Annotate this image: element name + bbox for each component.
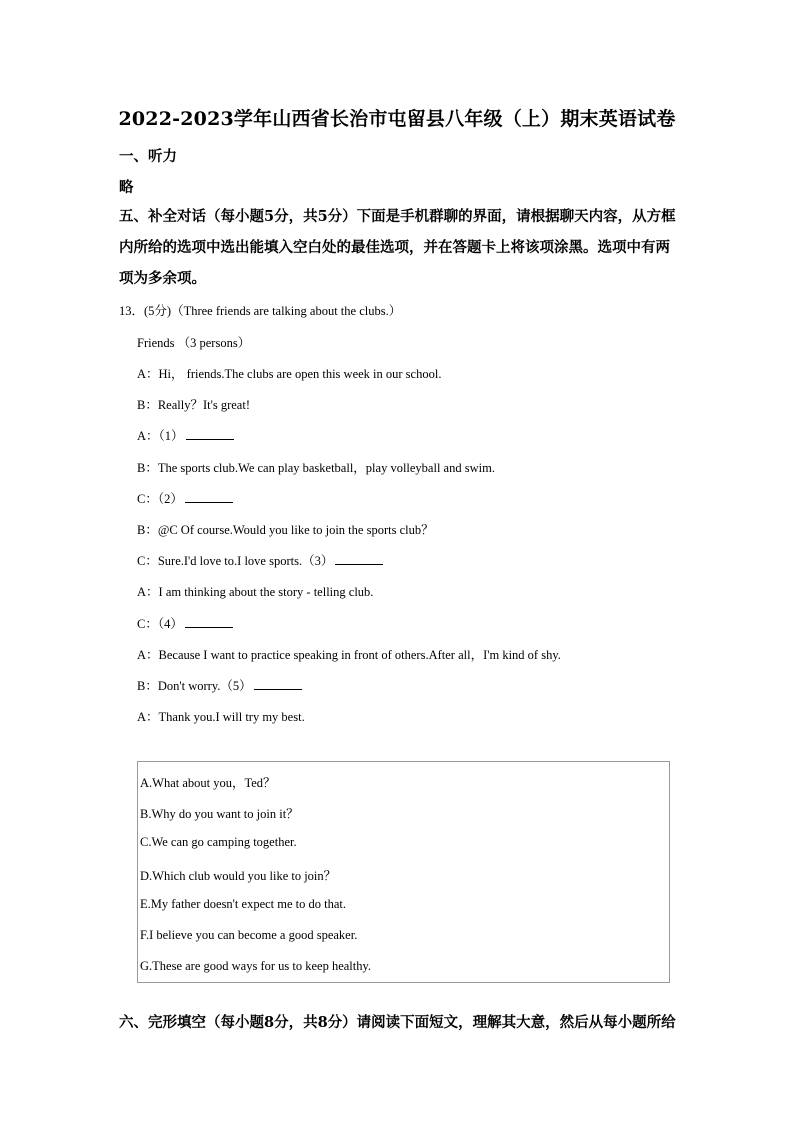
dialogue-text: A：Because I want to practice speaking in front of others.After all，I'm kind of shy. bbox=[137, 647, 561, 662]
dialogue-line bbox=[137, 676, 302, 694]
option-item: E.My father doesn't expect me to do that. bbox=[140, 897, 347, 911]
dialogue-line bbox=[137, 645, 561, 663]
dialogue-text: B：Don't worry.（5） bbox=[137, 679, 252, 693]
dialogue-line bbox=[137, 582, 373, 600]
dialogue-line bbox=[137, 395, 250, 413]
dialogue-text: C：（2） bbox=[137, 491, 183, 506]
dialogue-text: A：I am thinking about the story - telling club. bbox=[137, 585, 374, 600]
dialogue-text: B：@C Of course.Would you like to join the sports club？ bbox=[137, 523, 434, 537]
answer-blank[interactable] bbox=[254, 678, 302, 690]
option-item: G.These are good ways for us to keep healthy. bbox=[140, 959, 372, 973]
dialogue-text: B：The sports club.We can play basketball，play volleyball and swim. bbox=[137, 460, 495, 475]
dialogue-line bbox=[137, 551, 383, 569]
dialogue-text: A：Hi， friends.The clubs are open this week in our school. bbox=[137, 367, 442, 381]
option-item: D.Which club would you like to join？ bbox=[140, 869, 337, 883]
option-item: B.Why do you want to join it？ bbox=[140, 807, 299, 821]
answer-blank[interactable] bbox=[185, 616, 233, 628]
chat-group-title: Friends （3 persons） bbox=[137, 336, 251, 350]
answer-blank[interactable] bbox=[335, 553, 383, 565]
answer-blank[interactable] bbox=[185, 491, 233, 503]
option-item: A.What about you，Ted？ bbox=[140, 776, 276, 790]
dialogue-line bbox=[137, 614, 233, 632]
dialogue-line bbox=[137, 364, 441, 382]
dialogue-text: B：Really？It's great! bbox=[137, 398, 250, 413]
option-item: F.I believe you can become a good speaker. bbox=[140, 928, 358, 942]
page-title: 2022-2023学年山西省长治市屯留县八年级（上）期末英语试卷 bbox=[118, 108, 676, 130]
answer-blank[interactable] bbox=[186, 428, 234, 440]
question-header: 13．(5分)（Three friends are talking about the clubs.） bbox=[119, 304, 402, 318]
dialogue-line bbox=[137, 489, 233, 507]
dialogue-line bbox=[137, 520, 434, 538]
dialogue-line bbox=[137, 458, 495, 476]
option-item: C.We can go camping together. bbox=[140, 835, 297, 849]
options-box bbox=[137, 761, 670, 983]
section-listening-content: 略 bbox=[119, 179, 134, 196]
dialogue-line bbox=[137, 707, 305, 725]
dialogue-text: C：（4） bbox=[137, 616, 183, 631]
dialogue-text: C：Sure.I'd love to.I love sports.（3） bbox=[137, 554, 334, 569]
section-cloze-instructions: 六、完形填空（每小题8分，共8分）请阅读下面短文，理解其大意，然后从每小题所给 bbox=[119, 1014, 676, 1031]
dialogue-line bbox=[137, 426, 234, 444]
section-dialogue-instructions: 五、补全对话（每小题5分，共5分）下面是手机群聊的界面，请根据聊天内容，从方框内所给的选项中选出能填入空白处的最佳选项，并在答题卡上将该项涂黑。选项中有两项为多余项。 bbox=[119, 208, 676, 287]
dialogue-text: A：（1） bbox=[137, 429, 184, 444]
section-listening-heading: 一、听力 bbox=[119, 148, 177, 165]
dialogue-text: A：Thank you.I will try my best. bbox=[137, 710, 305, 725]
